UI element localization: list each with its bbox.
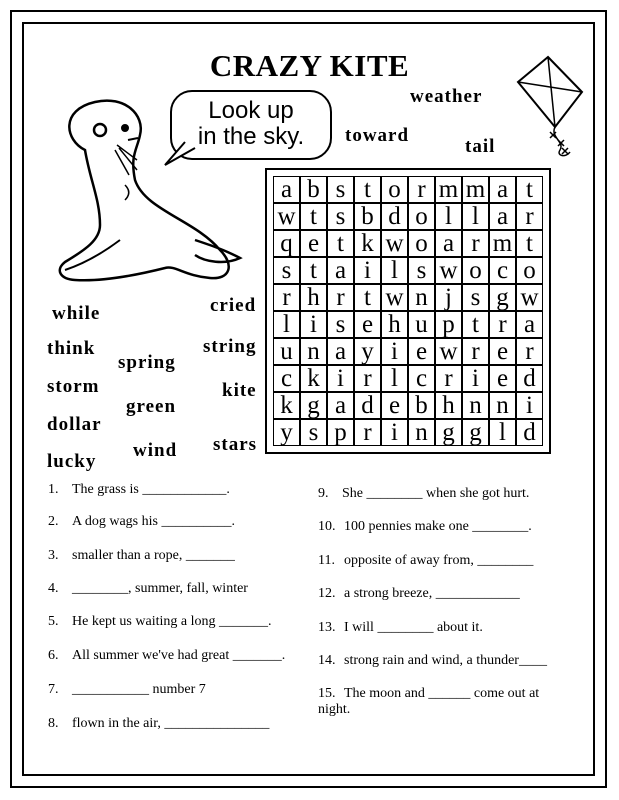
grid-cell[interactable]: p: [327, 419, 354, 446]
grid-cell[interactable]: l: [381, 365, 408, 392]
question-number: 8.: [48, 716, 59, 731]
word-stars: stars: [213, 434, 258, 455]
grid-cell[interactable]: e: [489, 365, 516, 392]
grid-cell[interactable]: i: [516, 392, 543, 419]
grid-cell[interactable]: a: [516, 311, 543, 338]
question-text: a strong breeze, ____________: [344, 586, 520, 601]
word-search-grid: [265, 168, 551, 454]
grid-cell[interactable]: e: [381, 392, 408, 419]
word-think: think: [47, 338, 96, 359]
question-number: 12.: [318, 586, 336, 601]
word-lucky: lucky: [47, 451, 97, 472]
grid-cell[interactable]: m: [489, 230, 516, 257]
grid-cell[interactable]: d: [354, 392, 381, 419]
grid-cell[interactable]: d: [516, 365, 543, 392]
question-number: 14.: [318, 653, 336, 668]
grid-cell[interactable]: s: [327, 311, 354, 338]
grid-cell[interactable]: r: [327, 284, 354, 311]
grid-cell[interactable]: c: [489, 257, 516, 284]
question-text: All summer we've had great _______.: [72, 648, 286, 663]
grid-cell[interactable]: o: [462, 257, 489, 284]
grid-cell[interactable]: s: [327, 176, 354, 203]
question-text: ________, summer, fall, winter: [72, 581, 248, 596]
question-item: [48, 482, 230, 498]
word-toward: toward: [345, 125, 410, 146]
question-number: 10.: [318, 519, 336, 534]
grid-cell[interactable]: n: [489, 392, 516, 419]
kite-icon: [510, 52, 590, 162]
question-text: He kept us waiting a long _______.: [72, 614, 272, 629]
grid-cell[interactable]: b: [300, 176, 327, 203]
grid-cell[interactable]: g: [462, 419, 489, 446]
question-text: A dog wags his __________.: [72, 514, 235, 529]
question-number: 13.: [318, 620, 336, 635]
grid-cell[interactable]: l: [462, 203, 489, 230]
grid-cell[interactable]: k: [300, 365, 327, 392]
grid-cell[interactable]: t: [354, 176, 381, 203]
grid-cell[interactable]: n: [408, 284, 435, 311]
grid-cell[interactable]: s: [462, 284, 489, 311]
question-text: ___________ number 7: [72, 682, 206, 697]
grid-cell[interactable]: i: [381, 338, 408, 365]
grid-cell[interactable]: o: [408, 230, 435, 257]
grid-cell[interactable]: u: [408, 311, 435, 338]
question-number: 5.: [48, 614, 59, 629]
grid-cell[interactable]: r: [273, 284, 300, 311]
grid-cell[interactable]: e: [354, 311, 381, 338]
grid-cell[interactable]: a: [435, 230, 462, 257]
question-text: I will ________ about it.: [344, 620, 483, 635]
grid-cell[interactable]: r: [354, 419, 381, 446]
grid-cell[interactable]: i: [300, 311, 327, 338]
question-item: [48, 716, 269, 732]
word-spring: spring: [118, 352, 176, 373]
grid-cell[interactable]: y: [273, 419, 300, 446]
grid-cell[interactable]: a: [327, 338, 354, 365]
grid-cell[interactable]: h: [381, 311, 408, 338]
question-number: 6.: [48, 648, 59, 663]
question-item: [48, 548, 235, 564]
word-string: string: [203, 336, 257, 357]
grid-cell[interactable]: w: [381, 284, 408, 311]
grid-cell[interactable]: l: [435, 203, 462, 230]
grid-cell[interactable]: d: [516, 419, 543, 446]
question-text: flown in the air, _______________: [72, 716, 270, 731]
grid-cell[interactable]: s: [327, 203, 354, 230]
word-storm: storm: [47, 376, 100, 397]
grid-cell[interactable]: a: [489, 203, 516, 230]
grid-cell[interactable]: n: [300, 338, 327, 365]
question-number: 4.: [48, 581, 59, 596]
grid-cell[interactable]: k: [273, 392, 300, 419]
grid-cell[interactable]: w: [273, 203, 300, 230]
grid-cell[interactable]: r: [354, 365, 381, 392]
word-weather: weather: [410, 86, 483, 107]
question-number: 3.: [48, 548, 59, 563]
question-item: [318, 586, 520, 602]
word-cried: cried: [210, 295, 257, 316]
grid-cell[interactable]: j: [435, 284, 462, 311]
grid-cell[interactable]: w: [435, 257, 462, 284]
question-number: 1.: [48, 482, 59, 497]
grid-cell[interactable]: o: [381, 176, 408, 203]
question-item: [318, 653, 547, 669]
grid-cell[interactable]: k: [354, 230, 381, 257]
word-while: while: [52, 303, 101, 324]
grid-cell[interactable]: t: [300, 257, 327, 284]
grid-cell[interactable]: w: [381, 230, 408, 257]
grid-cell[interactable]: g: [435, 419, 462, 446]
question-item: [48, 581, 248, 597]
question-text: 100 pennies make one ________.: [344, 519, 532, 534]
grid-cell[interactable]: e: [300, 230, 327, 257]
speech-bubble-tail: [160, 140, 200, 170]
grid-cell[interactable]: i: [462, 365, 489, 392]
grid-cell[interactable]: r: [435, 365, 462, 392]
page-title: CRAZY KITE: [209, 48, 410, 83]
bubble-line-1: Look up: [208, 97, 294, 124]
question-number: 2.: [48, 514, 59, 529]
question-text: The grass is ____________.: [72, 482, 230, 497]
grid-cell[interactable]: s: [300, 419, 327, 446]
grid-cell[interactable]: o: [408, 203, 435, 230]
grid-cell[interactable]: n: [462, 392, 489, 419]
grid-cell[interactable]: s: [273, 257, 300, 284]
question-text: strong rain and wind, a thunder____: [344, 653, 547, 668]
grid-cell[interactable]: i: [354, 257, 381, 284]
question-item: [318, 553, 533, 569]
question-text: smaller than a rope, _______: [72, 548, 235, 563]
grid-cell[interactable]: i: [327, 365, 354, 392]
question-text: She ________ when she got hurt.: [342, 486, 530, 501]
question-item: [48, 648, 285, 664]
grid-cell[interactable]: n: [408, 419, 435, 446]
question-item: [48, 614, 271, 630]
grid-cell[interactable]: w: [435, 338, 462, 365]
grid-cell[interactable]: t: [516, 176, 543, 203]
question-text: opposite of away from, ________: [344, 553, 534, 568]
question-item: [318, 620, 483, 636]
question-item: [318, 486, 529, 502]
bubble-line-2: in the sky.: [197, 123, 305, 150]
grid-cell[interactable]: r: [489, 311, 516, 338]
word-kite: kite: [222, 380, 257, 401]
grid-cell[interactable]: a: [327, 392, 354, 419]
question-number: 7.: [48, 682, 59, 697]
word-tail: tail: [465, 136, 496, 157]
question-number: 9.: [318, 486, 329, 501]
grid-cell[interactable]: t: [462, 311, 489, 338]
grid-cell[interactable]: s: [408, 257, 435, 284]
grid-cell[interactable]: q: [273, 230, 300, 257]
grid-cell[interactable]: o: [516, 257, 543, 284]
grid-cell[interactable]: y: [354, 338, 381, 365]
grid-cell[interactable]: r: [516, 338, 543, 365]
question-item: [318, 686, 548, 718]
grid-cell[interactable]: b: [354, 203, 381, 230]
question-item: [318, 519, 532, 535]
word-green: green: [126, 396, 177, 417]
grid-cell[interactable]: r: [462, 230, 489, 257]
word-dollar: dollar: [47, 414, 102, 435]
grid-cell[interactable]: b: [408, 392, 435, 419]
grid-cell[interactable]: w: [516, 284, 543, 311]
grid-cell[interactable]: d: [381, 203, 408, 230]
word-wind: wind: [133, 440, 178, 461]
grid-cell[interactable]: g: [489, 284, 516, 311]
question-number: 11.: [318, 553, 335, 568]
grid-cell[interactable]: g: [300, 392, 327, 419]
grid-cell[interactable]: t: [354, 284, 381, 311]
grid-cell[interactable]: a: [273, 176, 300, 203]
grid-cell[interactable]: r: [408, 176, 435, 203]
grid-cell[interactable]: i: [381, 419, 408, 446]
grid-cell[interactable]: p: [435, 311, 462, 338]
grid-cell[interactable]: l: [273, 311, 300, 338]
grid-cell[interactable]: m: [462, 176, 489, 203]
grid-cell[interactable]: l: [489, 419, 516, 446]
grid-cell[interactable]: u: [273, 338, 300, 365]
grid-cell[interactable]: r: [516, 203, 543, 230]
grid-cell[interactable]: c: [408, 365, 435, 392]
grid-cell[interactable]: r: [462, 338, 489, 365]
grid-cell[interactable]: h: [300, 284, 327, 311]
grid-cell[interactable]: e: [408, 338, 435, 365]
question-text: The moon and ______ come out at night.: [318, 686, 540, 717]
grid-cell[interactable]: a: [489, 176, 516, 203]
question-item: [48, 682, 206, 698]
grid-cell[interactable]: t: [327, 230, 354, 257]
question-number: 15.: [318, 686, 336, 701]
grid-cell[interactable]: c: [273, 365, 300, 392]
grid-cell[interactable]: t: [516, 230, 543, 257]
grid-cell[interactable]: a: [327, 257, 354, 284]
grid-cell[interactable]: h: [435, 392, 462, 419]
grid-cell[interactable]: l: [381, 257, 408, 284]
grid-cell[interactable]: e: [489, 338, 516, 365]
grid-cell[interactable]: t: [300, 203, 327, 230]
question-item: [48, 514, 235, 530]
grid-cell[interactable]: m: [435, 176, 462, 203]
